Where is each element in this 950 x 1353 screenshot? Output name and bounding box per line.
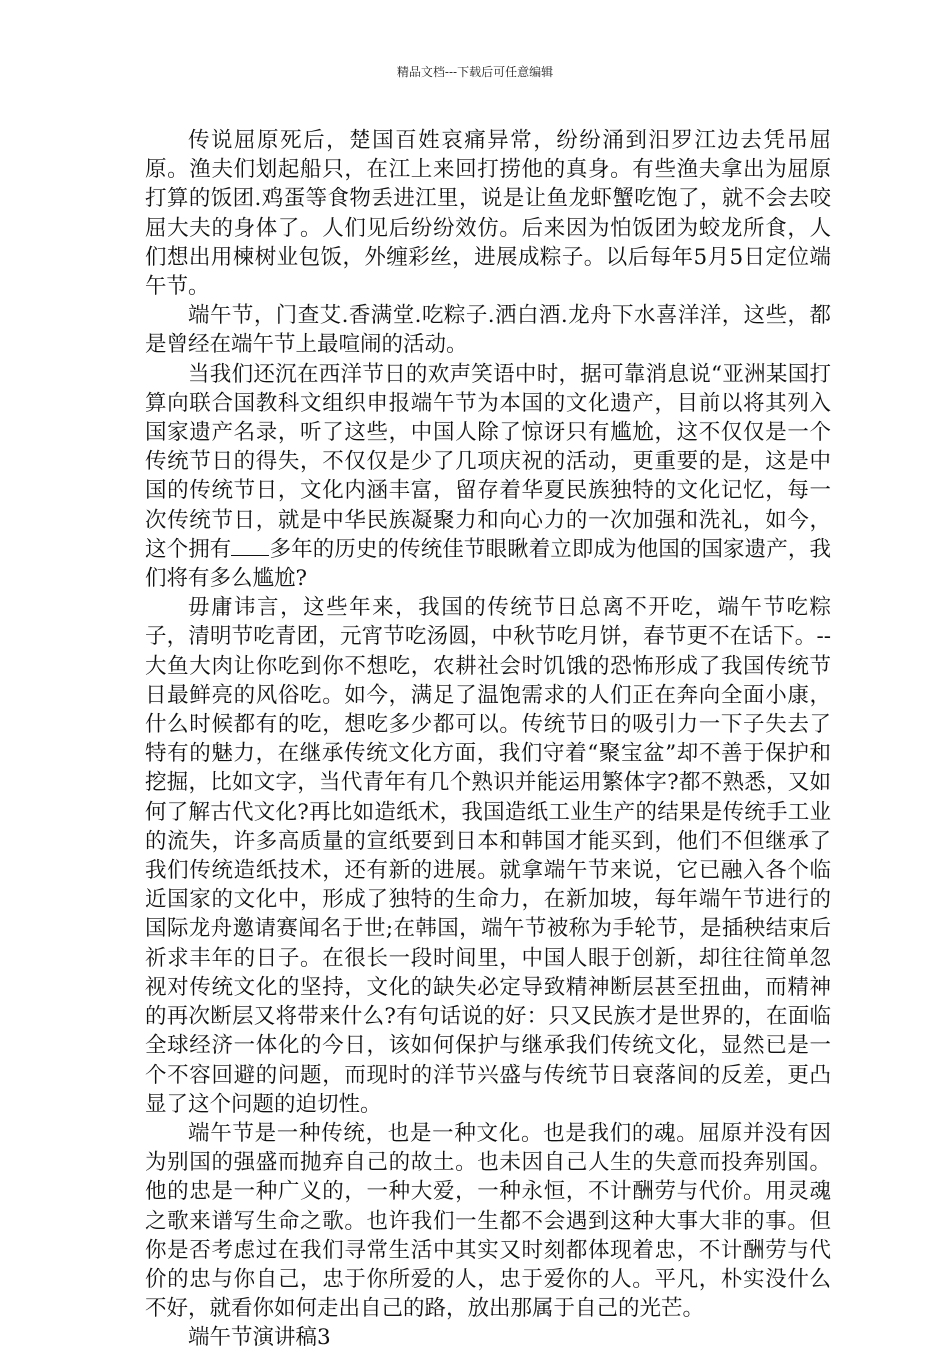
fill-in-blank xyxy=(231,537,269,556)
paragraph-heritage-application xyxy=(145,360,831,594)
speech-title-3: 端午节演讲稿3 xyxy=(188,1325,331,1351)
paragraph-festival-spirit: 端午节是一种传统，也是一种文化。也是我们的魂。屈原并没有因为别国的强盛而抛弃自己的故土。也未因自己人生的失意而投奔别国。他的忠是一种广义的，一种大爱，一种永恒，不计酬劳与代价。用灵魂之歌来谱写生命之歌。也许我们一生都不会遇到这种大事大非的事。但你是否考虑过在我们寻常生活中其实又时刻都体现着忠，不计酬劳与代价的忠与你自己，忠于你所爱的人，忠于爱你的人。平凡，朴实没什么不好，就看你如何走出自己的路，放出那属于自己的光芒。 xyxy=(145,1120,831,1322)
paragraph-food-and-culture: 毋庸讳言，这些年来，我国的传统节日总离不开吃，端午节吃粽子，清明节吃青团，元宵节吃汤圆，中秋节吃月饼，春节更不在话下。--大鱼大肉让你吃到你不想吃，农耕社会时饥饿的恐怖形成了我国传统节日最鲜亮的风俗吃。如今，满足了温饱需求的人们正在奔向全面小康，什么时候都有的吃，想吃多少都可以。传统节日的吸引力一下子失去了特有的魅力，在继承传统文化方面，我们守着“聚宝盆”却不善于保护和挖掘，比如文字，当代青年有几个熟识并能运用繁体字?都不熟悉，又如何了解古代文化?再比如造纸术，我国造纸工业生产的结果是传统手工业的流失，许多高质量的宣纸要到日本和韩国才能买到，他们不但继承了我们传统造纸技术，还有新的进展。就拿端午节来说，它已融入各个临近国家的文化中，形成了独特的生命力，在新加坡，每年端午节进行的国际龙舟邀请赛闻名于世;在韩国，端午节被称为手轮节，是插秧结束后祈求丰年的日子。在很长一段时间里，中国人眼于创新，却往往简单忽视对传统文化的坚持，文化的缺失必定导致精神断层甚至扭曲，而精神的再次断层又将带来什么?有句话说的好：只又民族才是世界的，在面临全球经济一体化的今日，该如何保护与继承我们传统文化，显然已是一个不容回避的问题，而现时的洋节兴盛与传统节日衰落间的反差，更凸显了这个问题的迫切性。 xyxy=(145,595,831,1117)
paragraph-festival-activities: 端午节，门查艾.香满堂.吃粽子.洒白酒.龙舟下水喜洋洋，这些，都是曾经在端午节上最喧闹的活动。 xyxy=(145,303,831,358)
paragraph-heritage-text-before: 当我们还沉在西洋节日的欢声笑语中时，据可靠消息说“亚洲某国打算向联合国教科文组织申报端午节为本国的文化遗产，目前以将其列入国家遗产名录，听了这些，中国人除了惊讶只有尴尬，这不仅仅是一个传统节日的得失，不仅仅是少了几项庆祝的活动，更重要的是，这是中国的传统节日，文化内涵丰富，留存着华夏民族独特的文化记忆，每一次传统节日，就是中华民族凝聚力和向心力的一次加强和洗礼，如今，这个拥有 xyxy=(145,361,831,562)
paragraph-heritage-text-after: 多年的历史的传统佳节眼瞅着立即成为他国的国家遗产，我们将有多么尴尬? xyxy=(145,536,831,592)
document-body xyxy=(145,126,831,1353)
page-header: 精品文档---下载后可任意编辑 xyxy=(396,65,554,79)
paragraph-legend-of-quyuan: 传说屈原死后，楚国百姓哀痛异常，纷纷涌到汨罗江边去凭吊屈原。渔夫们划起船只，在江上来回打捞他的真身。有些渔夫拿出为屈原打算的饭团.鸡蛋等食物丢进江里，说是让鱼龙虾蟹吃饱了，就不会去咬屈大夫的身体了。人们见后纷纷效仿。后来因为怕饭团为蛟龙所食，人们想出用楝树业包饭，外缠彩丝，进展成粽子。以后每年5月5日定位端午节。 xyxy=(145,128,831,300)
